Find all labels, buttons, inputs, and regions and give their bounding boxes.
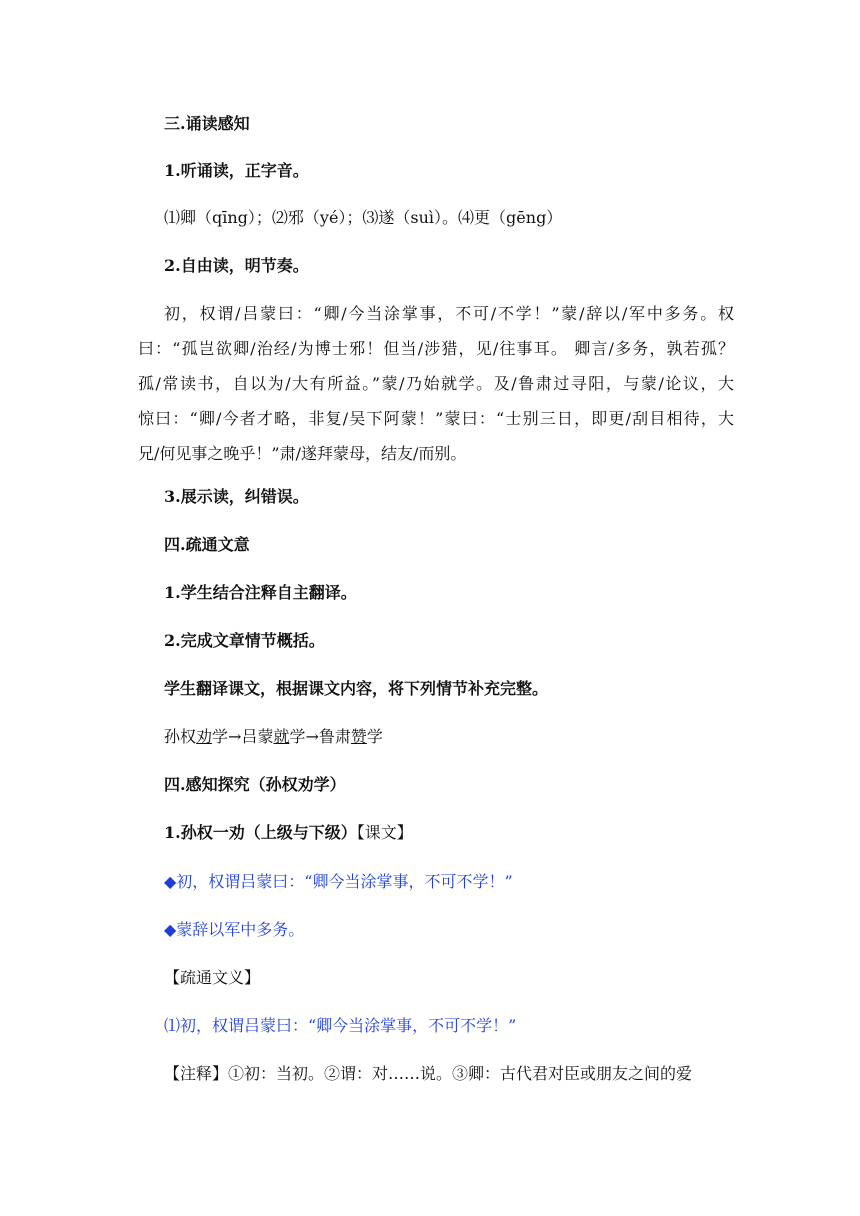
plot-keyword: 就 [273,727,290,746]
subsection-title: 1.孙权一劝（上级与下级） [164,823,357,842]
pronunciation-list: ⑴卿（qīng）；⑵邪（yé）；⑶遂（suì）。⑷更（gēng） [164,208,563,227]
quote-line: ◆初，权谓吕蒙曰：“卿今当涂掌事，不可不学！” [164,872,513,891]
text-tag: 【课文】 [356,823,413,842]
plot-segment: 孙权 [164,727,197,746]
plot-segment: 学 [366,727,383,746]
passage-line: 孤/常读书，自以为/大有所益。”蒙/乃始就学。及/鲁肃过寻阳，与蒙/论议，大 [138,374,734,393]
passage-line: 曰：“孤岂欲卿/治经/为博士邪！但当/涉猎，见/往事耳。 卿言/多务，孰若孤？ [138,339,734,358]
section-heading-comprehension: 四.疏通文意 [164,535,250,554]
step-self-translate: 1.学生结合注释自主翻译。 [164,583,357,602]
passage-paragraph [138,296,734,471]
section-heading-recitation: 三.诵读感知 [164,114,250,133]
instruction-text: 学生翻译课文，根据课文内容，将下列情节补充完整。 [164,679,549,698]
step-show-reading: 3.展示读，纠错误。 [164,487,309,506]
plot-keyword: 劝 [196,727,213,746]
plot-segment: 学→鲁肃 [289,727,351,746]
step-plot-summary: 2.完成文章情节概括。 [164,631,325,650]
note-text: ①初：当初。②谓：对……说。③卿：古代君对臣或朋友之间的爱 [228,1064,693,1083]
plot-chain [164,727,736,747]
subsection-first-persuasion [164,823,736,843]
passage-line: 兄/何见事之晚乎！”肃/遂拜蒙母，结友/而别。 [138,444,467,463]
plot-segment: 学→吕蒙 [212,727,274,746]
passage-line: 惊曰：“卿/今者才略，非复/吴下阿蒙！”蒙曰：“士别三日，即更/刮目相待，大 [138,409,734,428]
explain-heading: 【疏通文义】 [164,968,261,987]
section-heading-exploration: 四.感知探究（孙权劝学） [164,775,346,794]
plot-keyword: 赞 [350,727,367,746]
step-listen-reading: 1.听诵读，正字音。 [164,161,309,180]
quote-line: ◆蒙辞以军中多务。 [164,920,305,939]
explain-line: ⑴初，权谓吕蒙曰：“卿今当涂掌事，不可不学！” [164,1016,517,1035]
note-line [164,1064,736,1084]
note-tag: 【注释】 [164,1064,229,1083]
passage-line: 初，权谓/吕蒙曰：“卿/今当涂掌事，不可/不学！”蒙/辞以/军中多务。权 [164,304,734,323]
step-free-reading: 2.自由读，明节奏。 [164,256,309,275]
